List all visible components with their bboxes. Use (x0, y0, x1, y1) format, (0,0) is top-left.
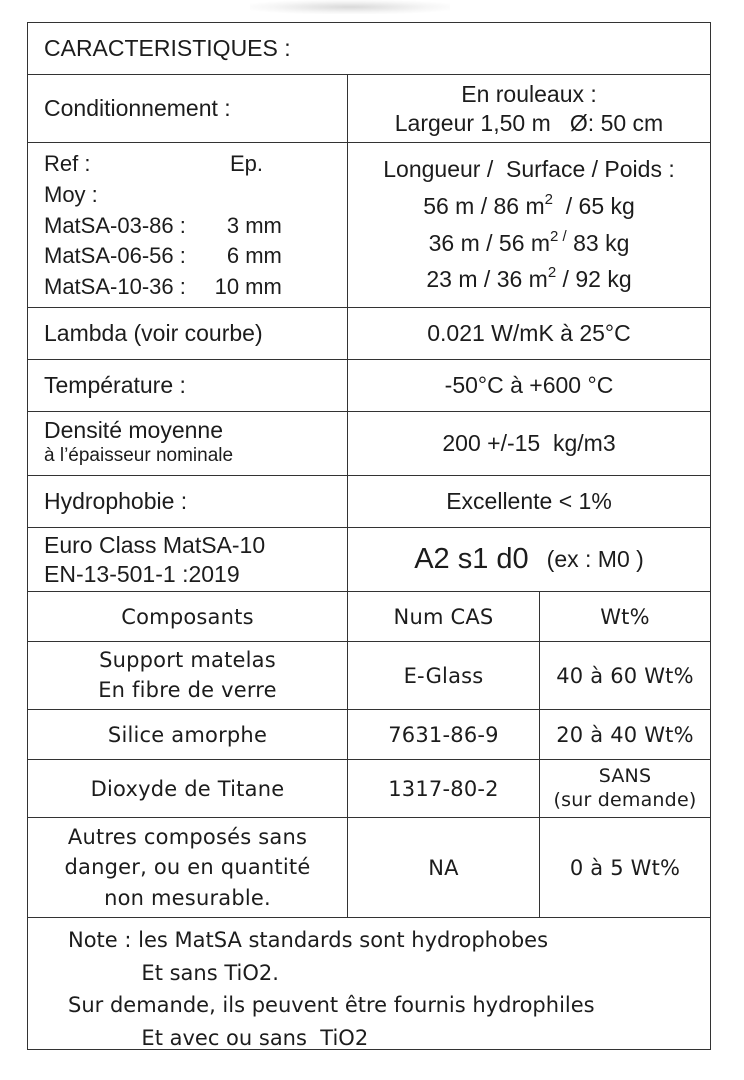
ref-list (44, 149, 282, 303)
ref-ep: 3 mm (226, 212, 282, 238)
ref-code: MatSA-06-56 : (44, 243, 186, 269)
list-item (44, 241, 282, 272)
conditionnement-value-line1: En rouleaux : (461, 80, 597, 107)
euroclass-former: (ex : M0 ) (546, 546, 644, 573)
ref-code: MatSA-03-86 : (44, 212, 186, 238)
euroclass-row (28, 528, 710, 592)
hydrophobie-value: Excellente < 1% (446, 488, 612, 515)
euroclass-value (348, 528, 710, 591)
euroclass-standard: EN-13-501-1 :2019 (44, 560, 240, 587)
composant-name: Dioxyde de Titane (28, 760, 348, 817)
note-line: Note : les MatSA standards sont hydrophobes (68, 928, 549, 952)
temperature-row (28, 360, 710, 412)
composants-header-row (28, 592, 710, 642)
temperature-label: Température : (28, 360, 348, 411)
dimensions-value: 23 m / 36 $m^2 / 92$ kg (426, 264, 632, 293)
densite-row (28, 412, 710, 476)
table-row (28, 710, 710, 760)
ref-ep: 6 mm (226, 243, 282, 269)
composant-wt: 20 à 40 Wt% (556, 722, 694, 747)
conditionnement-row (28, 75, 710, 143)
table-row (28, 818, 710, 918)
page-shadow (250, 0, 450, 14)
ref-ep: 10 mm (214, 274, 282, 300)
table-title: CARACTERISTIQUES : (44, 35, 291, 62)
note-line: Et avec ou sans TiO2 (68, 1025, 369, 1050)
conditionnement-label: Conditionnement : (28, 75, 348, 142)
temperature-value: -50°C à +600 °C (444, 372, 614, 399)
moy-label: Moy : (44, 181, 98, 207)
composant-cas: E-Glass (348, 642, 540, 709)
list-item (44, 211, 282, 242)
list-item (44, 272, 282, 303)
composant-wt: 0 à 5 Wt% (569, 855, 681, 880)
ref-code: MatSA-10-36 : (44, 274, 186, 300)
dimensions-value: 56 m / 86 $m^2 / 65$ kg (423, 190, 635, 219)
densite-value: 200 +/-15 kg/m3 (442, 430, 616, 457)
dimensions-value: 36 m / 56 $m^{2 /}$ 83 kg (428, 227, 630, 256)
note-line: Sur demande, ils peuvent être fournis hydrophiles (68, 993, 595, 1018)
wt-header: Wt% (600, 604, 650, 629)
hydrophobie-row (28, 476, 710, 528)
densite-sublabel: à l’épaisseur nominale (44, 444, 234, 466)
hydrophobie-label: Hydrophobie : (28, 476, 348, 527)
euroclass-label-cell (28, 528, 348, 591)
composants-header: Composants (28, 592, 348, 641)
ref-row (28, 143, 710, 308)
conditionnement-value-line2: Largeur 1,50 m Ø: 50 cm (394, 109, 664, 136)
composant-cas: 7631-86-9 (348, 710, 540, 759)
note-text (68, 924, 595, 1054)
composant-cas: 1317-80-2 (348, 760, 540, 817)
conditionnement-value (348, 75, 710, 142)
densite-label-cell (28, 412, 348, 475)
table-row (28, 760, 710, 818)
composant-name: Support matelas En fibre de verre (28, 642, 348, 709)
characteristics-table (27, 22, 711, 1050)
composant-name: Silice amorphe (28, 710, 348, 759)
composant-wt: 40 à 60 Wt% (556, 663, 694, 688)
note-row (28, 918, 710, 1049)
densite-label: Densité moyenne (44, 417, 223, 443)
lambda-value: 0.021 W/mK à 25°C (427, 320, 631, 347)
composant-wt: SANS (sur demande) (553, 764, 697, 811)
table-row (28, 642, 710, 710)
dimensions-cell (348, 143, 710, 307)
ref-label-cell (28, 143, 348, 307)
euroclass-label: Euro Class MatSA-10 (44, 532, 266, 558)
composant-name: Autres composés sans danger, ou en quantité non mesurable. (28, 818, 348, 917)
title-row (28, 23, 710, 75)
cas-header: Num CAS (348, 592, 540, 641)
dimensions-header: Longueur / Surface / Poids : (383, 156, 675, 182)
lambda-label: Lambda (voir courbe) (28, 308, 348, 359)
composant-cas: NA (348, 818, 540, 917)
ep-label: Ep. (230, 151, 264, 176)
note-line: Et sans TiO2. (68, 960, 279, 985)
ref-label: Ref : (44, 151, 91, 176)
euroclass-rating: A2 s1 d0 (414, 543, 529, 575)
lambda-row (28, 308, 710, 360)
